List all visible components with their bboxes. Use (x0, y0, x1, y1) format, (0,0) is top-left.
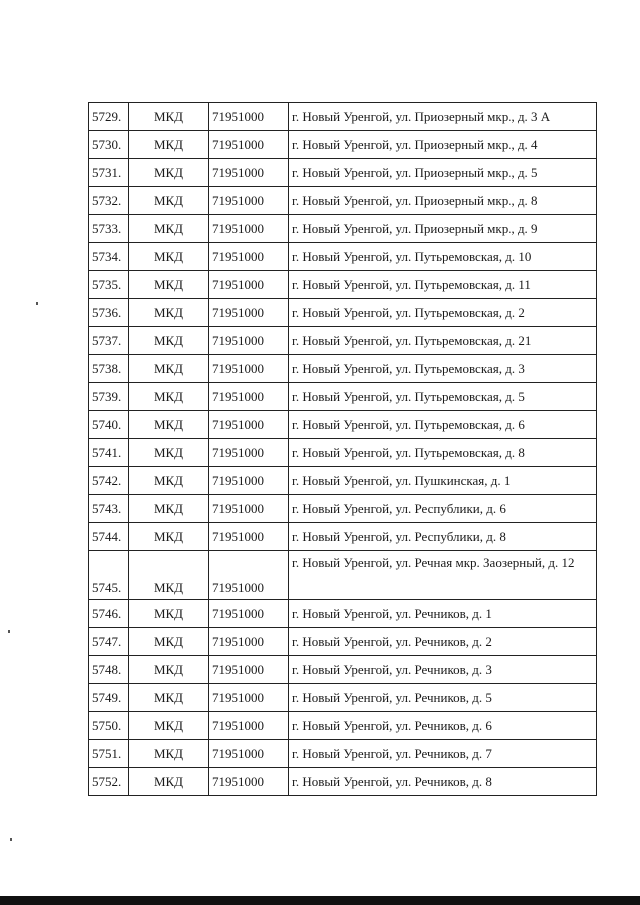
table-row (89, 740, 597, 768)
row-number: 5742. (89, 467, 129, 495)
oktmo-code: 71951000 (209, 740, 289, 768)
address: г. Новый Уренгой, ул. Путьремовская, д. 3 (289, 355, 597, 383)
oktmo-code: 71951000 (209, 768, 289, 796)
table-row (89, 187, 597, 215)
table-row (89, 159, 597, 187)
building-type: МКД (129, 327, 209, 355)
building-type: МКД (129, 684, 209, 712)
building-type: МКД (129, 355, 209, 383)
address: г. Новый Уренгой, ул. Речников, д. 7 (289, 740, 597, 768)
scan-speck (8, 630, 10, 633)
table-row (89, 523, 597, 551)
building-type: МКД (129, 299, 209, 327)
address: г. Новый Уренгой, ул. Речников, д. 3 (289, 656, 597, 684)
scan-speck (36, 302, 38, 305)
row-number: 5736. (89, 299, 129, 327)
building-type: МКД (129, 243, 209, 271)
building-type: МКД (129, 600, 209, 628)
building-type: МКД (129, 131, 209, 159)
oktmo-code: 71951000 (209, 187, 289, 215)
scan-bottom-edge (0, 896, 640, 905)
oktmo-code: 71951000 (209, 103, 289, 131)
building-type: МКД (129, 383, 209, 411)
building-type: МКД (129, 439, 209, 467)
table-row (89, 439, 597, 467)
building-type: МКД (129, 551, 209, 600)
table-row (89, 243, 597, 271)
table-row (89, 768, 597, 796)
row-number: 5747. (89, 628, 129, 656)
oktmo-code: 71951000 (209, 159, 289, 187)
oktmo-code: 71951000 (209, 467, 289, 495)
row-number: 5735. (89, 271, 129, 299)
row-number: 5743. (89, 495, 129, 523)
address: г. Новый Уренгой, ул. Речников, д. 2 (289, 628, 597, 656)
oktmo-code: 71951000 (209, 411, 289, 439)
row-number: 5749. (89, 684, 129, 712)
building-type: МКД (129, 271, 209, 299)
oktmo-code: 71951000 (209, 439, 289, 467)
row-number: 5746. (89, 600, 129, 628)
table-row (89, 299, 597, 327)
oktmo-code: 71951000 (209, 383, 289, 411)
oktmo-code: 71951000 (209, 628, 289, 656)
row-number: 5752. (89, 768, 129, 796)
row-number: 5737. (89, 327, 129, 355)
address: г. Новый Уренгой, ул. Приозерный мкр., д. 9 (289, 215, 597, 243)
address: г. Новый Уренгой, ул. Республики, д. 8 (289, 523, 597, 551)
table-row (89, 684, 597, 712)
oktmo-code: 71951000 (209, 131, 289, 159)
row-number: 5740. (89, 411, 129, 439)
building-type: МКД (129, 628, 209, 656)
address: г. Новый Уренгой, ул. Путьремовская, д. 6 (289, 411, 597, 439)
building-type: МКД (129, 523, 209, 551)
address: г. Новый Уренгой, ул. Путьремовская, д. 2 (289, 299, 597, 327)
table-row (89, 131, 597, 159)
oktmo-code: 71951000 (209, 551, 289, 600)
table-body (89, 103, 597, 796)
table-row (89, 551, 597, 600)
oktmo-code: 71951000 (209, 355, 289, 383)
building-type: МКД (129, 712, 209, 740)
row-number: 5741. (89, 439, 129, 467)
oktmo-code: 71951000 (209, 327, 289, 355)
address: г. Новый Уренгой, ул. Путьремовская, д. 5 (289, 383, 597, 411)
table-row (89, 355, 597, 383)
address: г. Новый Уренгой, ул. Речников, д. 1 (289, 600, 597, 628)
table-row (89, 600, 597, 628)
oktmo-code: 71951000 (209, 215, 289, 243)
address: г. Новый Уренгой, ул. Путьремовская, д. 8 (289, 439, 597, 467)
row-number: 5745. (89, 551, 129, 600)
building-type: МКД (129, 215, 209, 243)
building-type: МКД (129, 740, 209, 768)
table-row (89, 215, 597, 243)
building-type: МКД (129, 187, 209, 215)
address: г. Новый Уренгой, ул. Путьремовская, д. 21 (289, 327, 597, 355)
row-number: 5748. (89, 656, 129, 684)
oktmo-code: 71951000 (209, 684, 289, 712)
address: г. Новый Уренгой, ул. Республики, д. 6 (289, 495, 597, 523)
table-row (89, 103, 597, 131)
table-row (89, 495, 597, 523)
scan-speck (10, 838, 12, 841)
row-number: 5733. (89, 215, 129, 243)
address: г. Новый Уренгой, ул. Приозерный мкр., д. 8 (289, 187, 597, 215)
row-number: 5738. (89, 355, 129, 383)
table-row (89, 271, 597, 299)
row-number: 5730. (89, 131, 129, 159)
building-type: МКД (129, 768, 209, 796)
table-row (89, 712, 597, 740)
row-number: 5744. (89, 523, 129, 551)
housing-registry-table (88, 102, 597, 796)
oktmo-code: 71951000 (209, 271, 289, 299)
table-row (89, 628, 597, 656)
address: г. Новый Уренгой, ул. Речников, д. 8 (289, 768, 597, 796)
row-number: 5750. (89, 712, 129, 740)
table-row (89, 411, 597, 439)
address: г. Новый Уренгой, ул. Речников, д. 5 (289, 684, 597, 712)
table-row (89, 327, 597, 355)
building-type: МКД (129, 495, 209, 523)
row-number: 5729. (89, 103, 129, 131)
oktmo-code: 71951000 (209, 243, 289, 271)
row-number: 5731. (89, 159, 129, 187)
building-type: МКД (129, 411, 209, 439)
row-number: 5734. (89, 243, 129, 271)
row-number: 5732. (89, 187, 129, 215)
address: г. Новый Уренгой, ул. Путьремовская, д. 11 (289, 271, 597, 299)
oktmo-code: 71951000 (209, 523, 289, 551)
address: г. Новый Уренгой, ул. Приозерный мкр., д. 5 (289, 159, 597, 187)
building-type: МКД (129, 103, 209, 131)
address: г. Новый Уренгой, ул. Путьремовская, д. 10 (289, 243, 597, 271)
address: г. Новый Уренгой, ул. Речников, д. 6 (289, 712, 597, 740)
address: г. Новый Уренгой, ул. Пушкинская, д. 1 (289, 467, 597, 495)
building-type: МКД (129, 656, 209, 684)
address: г. Новый Уренгой, ул. Речная мкр. Заозерный, д. 12 (289, 551, 597, 600)
address: г. Новый Уренгой, ул. Приозерный мкр., д. 4 (289, 131, 597, 159)
oktmo-code: 71951000 (209, 712, 289, 740)
row-number: 5751. (89, 740, 129, 768)
building-type: МКД (129, 467, 209, 495)
oktmo-code: 71951000 (209, 495, 289, 523)
address: г. Новый Уренгой, ул. Приозерный мкр., д. 3 А (289, 103, 597, 131)
oktmo-code: 71951000 (209, 299, 289, 327)
oktmo-code: 71951000 (209, 600, 289, 628)
table-row (89, 467, 597, 495)
table-row (89, 383, 597, 411)
row-number: 5739. (89, 383, 129, 411)
building-type: МКД (129, 159, 209, 187)
table-row (89, 656, 597, 684)
oktmo-code: 71951000 (209, 656, 289, 684)
